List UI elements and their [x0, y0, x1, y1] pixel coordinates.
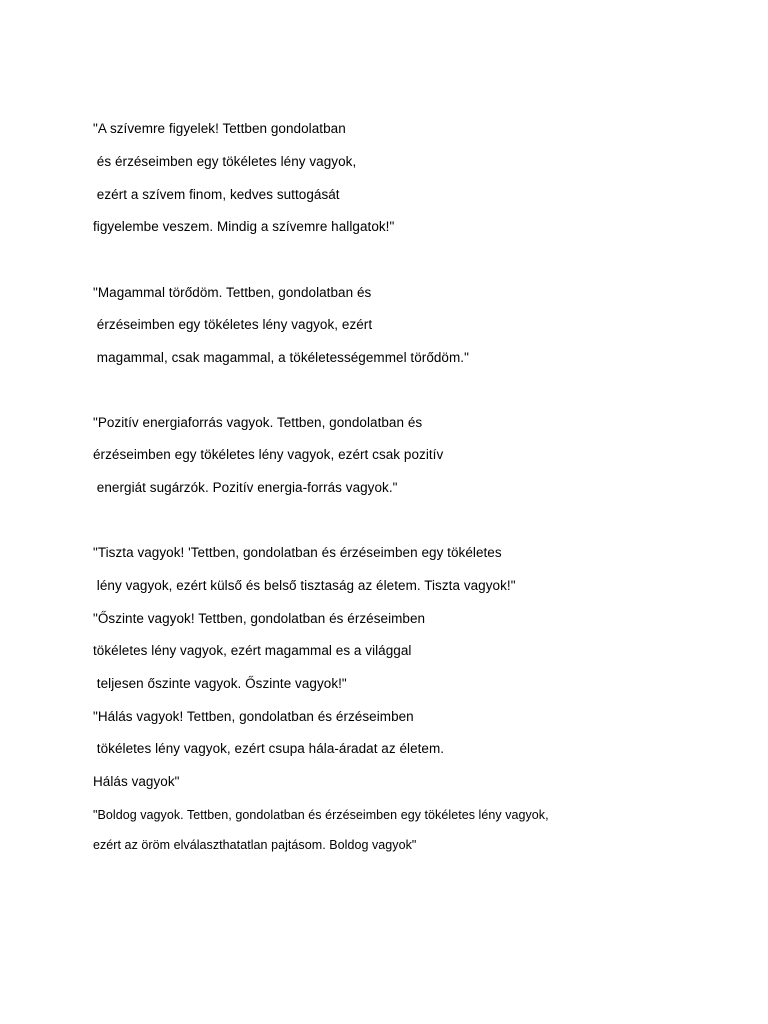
text-line: érzéseimben egy tökéletes lény vagyok, ezért csak pozitív — [93, 447, 444, 462]
text-line: figyelembe veszem. Mindig a szívemre hallgatok!" — [93, 219, 395, 234]
text-line: Hálás vagyok" — [93, 774, 180, 789]
text-line: energiát sugárzók. Pozitív energia-forrás vagyok." — [93, 480, 398, 495]
text-line: tökéletes lény vagyok, ezért csupa hála-áradat az életem. — [93, 741, 445, 756]
text-line: "A szívemre figyelek! Tettben gondolatban — [93, 121, 346, 136]
text-line: "Hálás vagyok! Tettben, gondolatban és érzéseimben — [93, 709, 414, 724]
text-line: tökéletes lény vagyok, ezért magammal es a világgal — [93, 643, 412, 658]
text-line: magammal, csak magammal, a tökéletességemmel törődöm." — [93, 350, 469, 365]
text-line: "Pozitív energiaforrás vagyok. Tettben, gondolatban és — [93, 415, 423, 430]
text-line: "Őszinte vagyok! Tettben, gondolatban és érzéseimben — [93, 611, 426, 626]
text-line: lény vagyok, ezért külső és belső tisztaság az életem. Tiszta vagyok!" — [93, 578, 516, 593]
text-line: érzéseimben egy tökéletes lény vagyok, ezért — [93, 317, 373, 332]
text-line: "Boldog vagyok. Tettben, gondolatban és érzéseimben egy tökéletes lény vagyok, — [93, 808, 549, 822]
text-line: ezért a szívem finom, kedves suttogását — [93, 187, 340, 202]
text-line: "Magammal törődöm. Tettben, gondolatban és — [93, 285, 372, 300]
text-line: "Tiszta vagyok! 'Tettben, gondolatban és érzéseimben egy tökéletes — [93, 545, 502, 560]
text-line: ezért az öröm elválaszthatatlan pajtásom. Boldog vagyok" — [93, 838, 417, 852]
text-line: és érzéseimben egy tökéletes lény vagyok, — [93, 154, 357, 169]
text-line: teljesen őszinte vagyok. Őszinte vagyok!" — [93, 676, 347, 691]
